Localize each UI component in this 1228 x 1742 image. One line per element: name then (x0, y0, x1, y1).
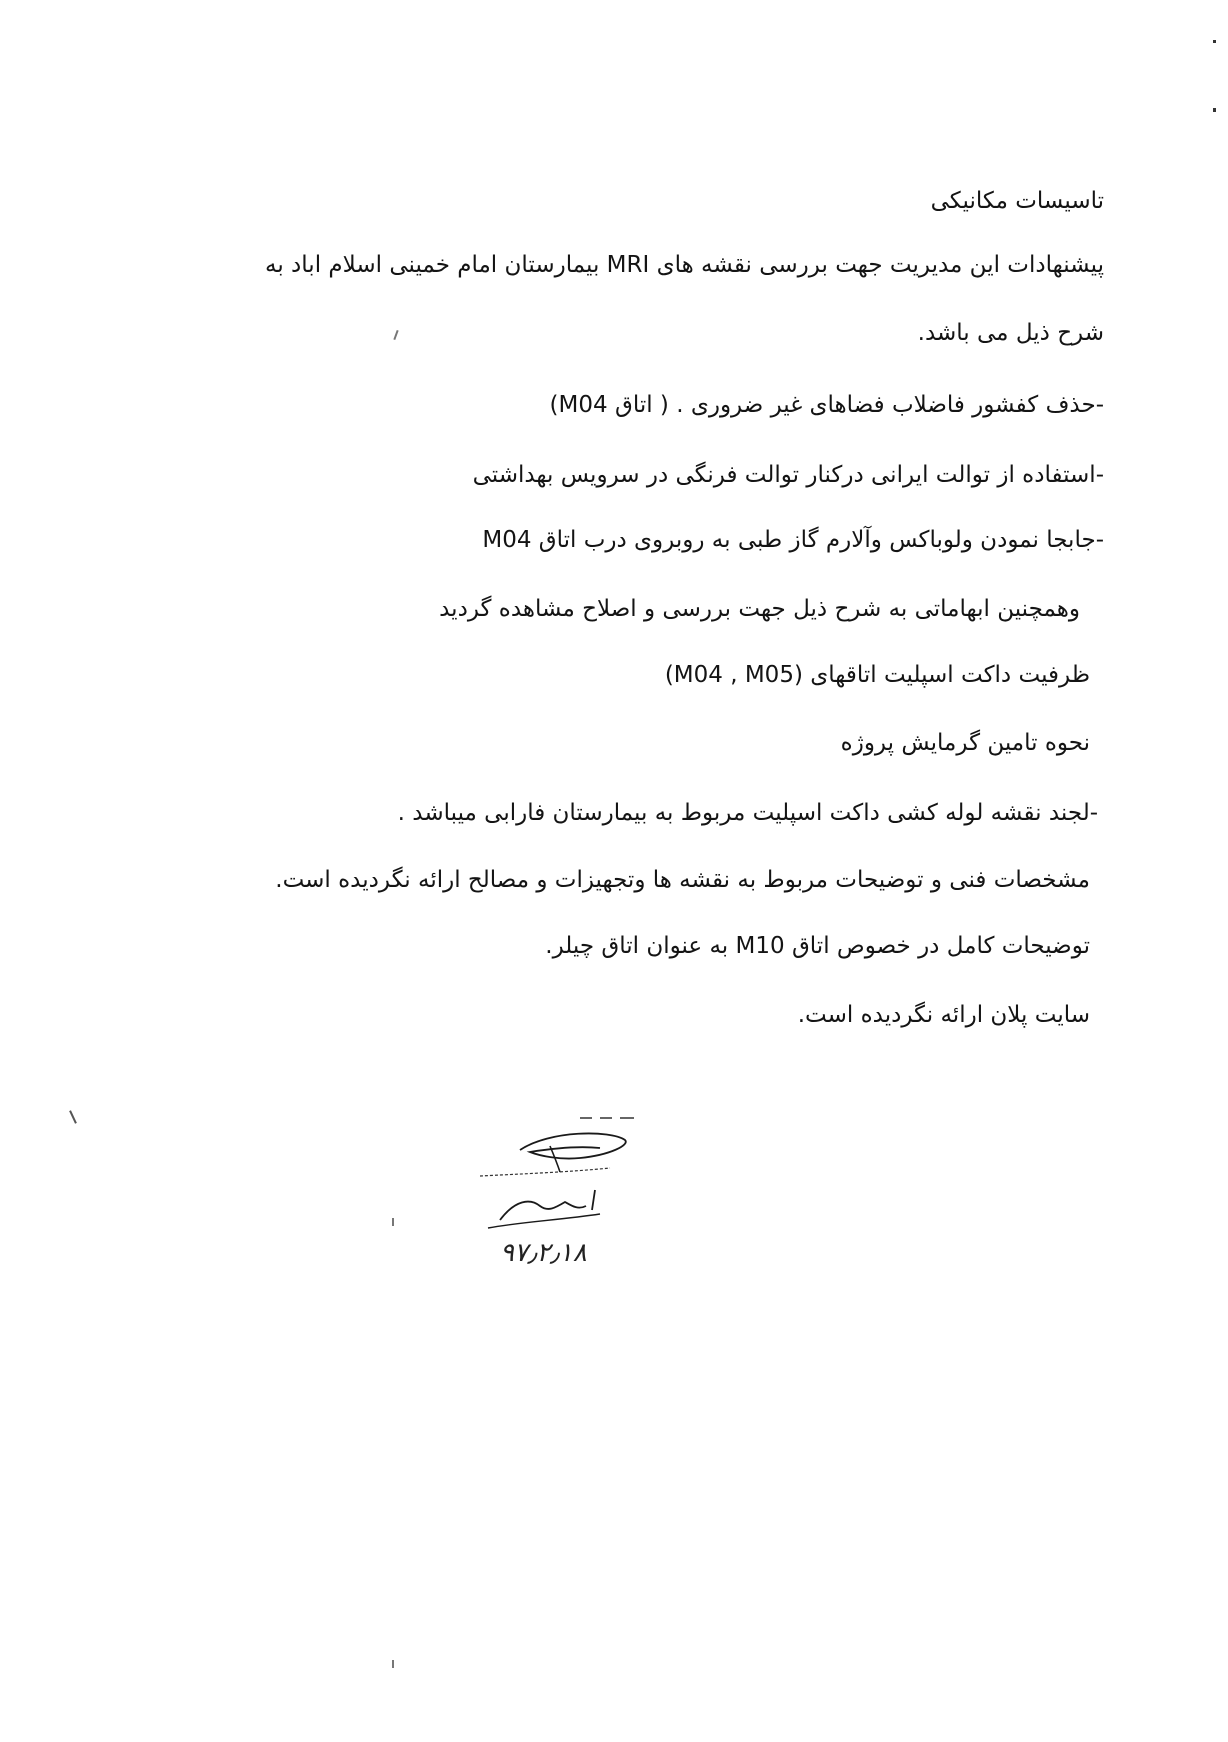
suggestion-item-2: -استفاده از توالت ایرانی درکنار توالت فرنگی در سرویس بهداشتی (472, 462, 1104, 488)
ambiguity-item-6: سایت پلان ارائه نگردیده است. (797, 1002, 1090, 1028)
scan-speck (1213, 108, 1216, 112)
ambiguity-item-5: توضیحات کامل در خصوص اتاق M10 به عنوان اتاق چیلر. (545, 933, 1090, 959)
intro-line-2: شرح ذیل می باشد. (917, 320, 1104, 346)
scan-speck (393, 330, 398, 340)
scan-speck (392, 1660, 394, 1668)
scan-speck (1213, 40, 1216, 43)
signature-date: ۹۷٫۲٫۱۸ (500, 1238, 587, 1268)
scan-speck (69, 1110, 77, 1124)
ambiguity-item-3: -لجند نقشه لوله کشی داکت اسپلیت مربوط به بیمارستان فارابی میباشد . (397, 800, 1098, 826)
ambiguity-item-2: نحوه تامین گرمایش پروژه (840, 730, 1090, 756)
suggestion-item-1: -حذف کفشور فاضلاب فضاهای غیر ضروری . ( اتاق M04) (549, 392, 1104, 418)
ambiguity-item-4: مشخصات فنی و توضیحات مربوط به نقشه ها وتجهیزات و مصالح ارائه نگردیده است. (275, 867, 1090, 893)
ambiguities-subheading: وهمچنین ابهاماتی به شرح ذیل جهت بررسی و اصلاح مشاهده گردید (439, 596, 1080, 622)
document-heading: تاسیسات مکانیکی (930, 188, 1104, 214)
scan-speck (392, 1218, 394, 1226)
ambiguity-item-1: ظرفیت داکت اسپلیت اتاقهای (M04 , M05) (664, 662, 1090, 688)
suggestion-item-3: -جابجا نمودن ولوباکس وآلارم گاز طبی به روبروی درب اتاق M04 (482, 527, 1104, 553)
intro-line-1: پیشنهادات این مدیریت جهت بررسی نقشه های MRI بیمارستان امام خمینی اسلام اباد به (265, 252, 1104, 278)
